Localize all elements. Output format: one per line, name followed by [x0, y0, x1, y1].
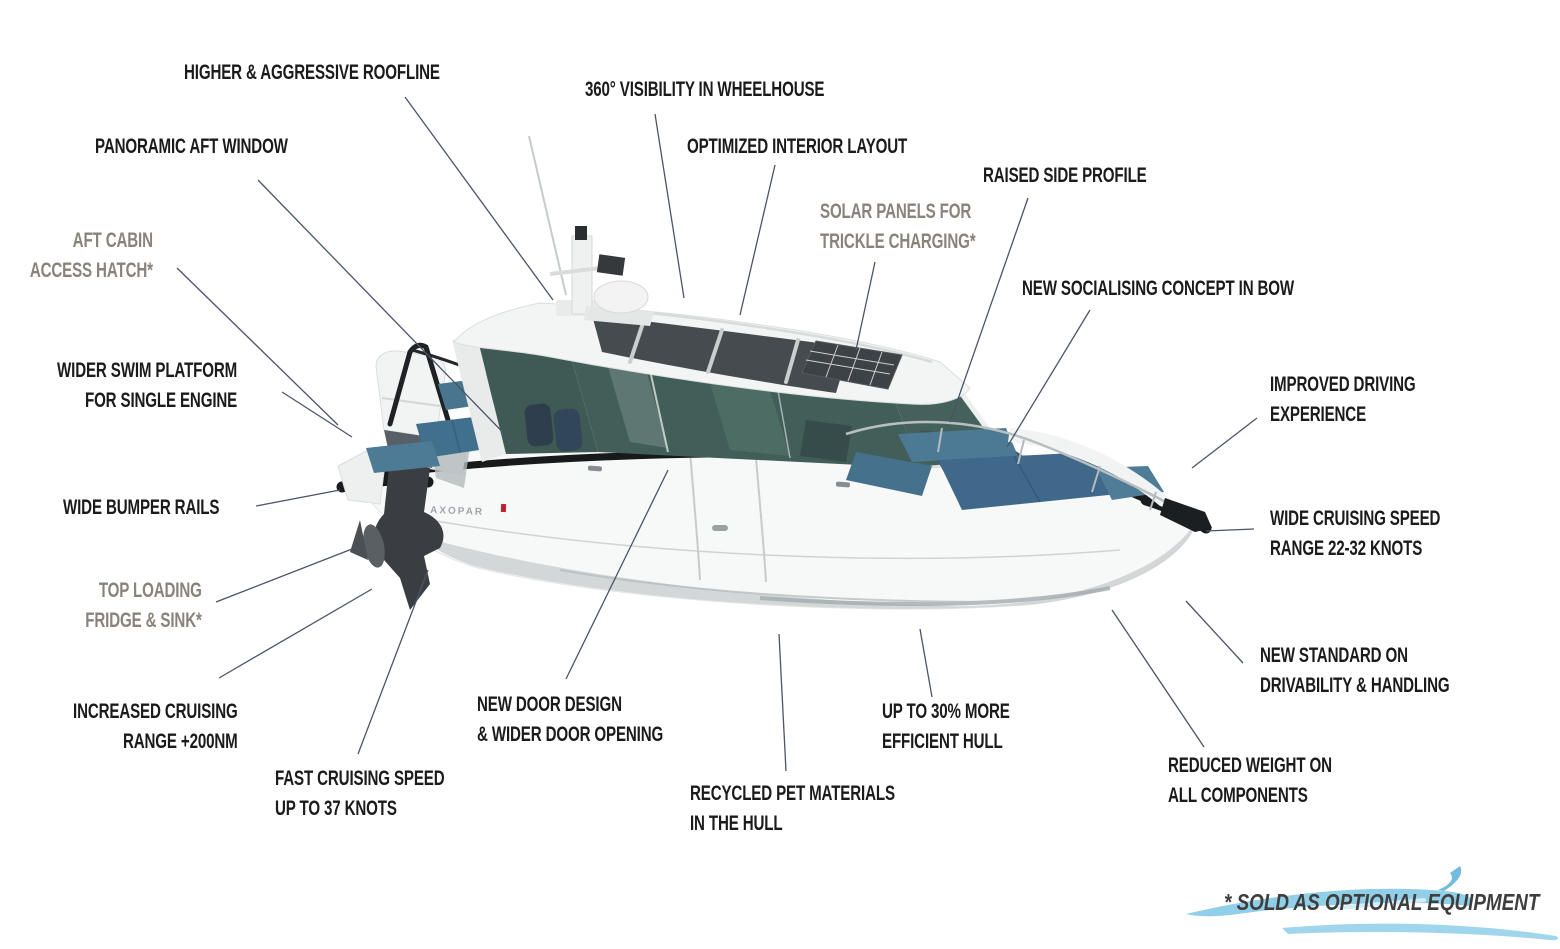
feature-label-line: RANGE 22-32 KNOTS	[1270, 537, 1423, 560]
helm-seat	[524, 403, 554, 447]
door-handle	[712, 525, 728, 531]
boat-illustration	[338, 136, 1212, 610]
feature-label-line: NEW SOCIALISING CONCEPT IN BOW	[1022, 277, 1295, 300]
mast-instrument	[597, 254, 625, 275]
feature-label-line: WIDE BUMPER RAILS	[63, 496, 220, 519]
mast	[572, 236, 592, 314]
feature-label-line: WIDER SWIM PLATFORM	[56, 359, 237, 382]
feature-label-line: NEW DOOR DESIGN	[477, 693, 622, 716]
leader-line-aft-cabin-access-hatch	[177, 268, 338, 425]
mast-assembly	[550, 226, 654, 326]
leader-line-wider-swim-platform	[282, 392, 352, 437]
feature-label-line: TOP LOADING	[99, 579, 202, 602]
feature-label-line: TRICKLE CHARGING*	[820, 230, 976, 253]
leader-line-360-visibility-wheelhouse	[655, 114, 684, 298]
feature-label-line: NEW STANDARD ON	[1260, 644, 1408, 667]
hull-logo-text: AXOPAR	[429, 505, 485, 518]
leader-line-new-standard-drivability	[1186, 601, 1243, 663]
cleat	[588, 466, 602, 472]
feature-label-line: ALL COMPONENTS	[1168, 784, 1308, 807]
feature-label-line: IMPROVED DRIVING	[1270, 373, 1416, 396]
feature-label-line: RANGE +200NM	[123, 730, 238, 753]
leader-line-wide-cruising-speed-range	[1206, 529, 1254, 531]
feature-label-line: WIDE CRUISING SPEED	[1270, 507, 1441, 530]
leader-line-raised-side-profile	[950, 198, 1028, 422]
hull-logo-red-mark	[501, 504, 506, 512]
feature-label-line: AFT CABIN	[72, 229, 153, 252]
leader-line-optimized-interior-layout	[740, 165, 775, 315]
leader-line-reduced-weight-components	[1112, 610, 1204, 747]
feature-label-line: 360° VISIBILITY IN WHEELHOUSE	[585, 78, 825, 101]
dealer-watermark-logo	[1186, 866, 1558, 940]
feature-label-line: IN THE HULL	[690, 812, 783, 835]
feature-label-line: HIGHER & AGGRESSIVE ROOFLINE	[184, 61, 440, 84]
watermark-hook	[1438, 866, 1461, 891]
cleat	[836, 482, 850, 488]
watermark-swoosh-lower	[1282, 924, 1558, 941]
leader-line-increased-cruising-range	[219, 589, 372, 678]
feature-label-line: INCREASED CRUISING	[73, 700, 238, 723]
leader-line-top-loading-fridge-sink	[216, 549, 352, 602]
helm-seat	[553, 408, 583, 452]
leader-line-wide-bumper-rails	[256, 490, 340, 506]
leader-line-higher-aggressive-roofline	[405, 97, 553, 300]
feature-label-line: UP TO 37 KNOTS	[275, 797, 397, 820]
feature-label-line: SOLAR PANELS FOR	[820, 200, 972, 223]
feature-label-line: UP TO 30% MORE	[882, 700, 1010, 723]
feature-label-line: ACCESS HATCH*	[29, 259, 153, 282]
feature-label-line: REDUCED WEIGHT ON	[1168, 754, 1332, 777]
leader-line-up-to-30-more-efficient-hull	[920, 629, 932, 697]
leader-line-new-socialising-concept-bow	[1007, 310, 1090, 447]
antenna-cap	[575, 226, 587, 240]
leader-line-improved-driving-experience	[1192, 418, 1257, 468]
feature-label-line: OPTIMIZED INTERIOR LAYOUT	[687, 135, 908, 158]
feature-label-line: FRIDGE & SINK*	[85, 609, 202, 632]
feature-label-line: EFFICIENT HULL	[882, 730, 1003, 753]
feature-label-line: FOR SINGLE ENGINE	[84, 389, 238, 412]
feature-label-line: EXPERIENCE	[1270, 403, 1367, 426]
feature-label-line: FAST CRUISING SPEED	[275, 767, 445, 790]
feature-label-line: RAISED SIDE PROFILE	[983, 164, 1147, 187]
feature-label-line: PANORAMIC AFT WINDOW	[95, 135, 288, 158]
feature-label-line: & WIDER DOOR OPENING	[477, 723, 664, 746]
leader-line-recycled-pet-materials	[779, 634, 786, 771]
radar-dome	[594, 281, 648, 313]
watermark-swoosh-upper	[1186, 889, 1472, 916]
leader-line-solar-panels-trickle-charging	[856, 262, 875, 350]
optional-equipment-footnote: * SOLD AS OPTIONAL EQUIPMENT	[1224, 889, 1540, 915]
feature-label-line: RECYCLED PET MATERIALS	[690, 782, 895, 805]
helm-console	[800, 420, 852, 462]
feature-label-line: DRIVABILITY & HANDLING	[1260, 674, 1450, 697]
leader-line-fast-cruising-speed	[358, 570, 428, 754]
